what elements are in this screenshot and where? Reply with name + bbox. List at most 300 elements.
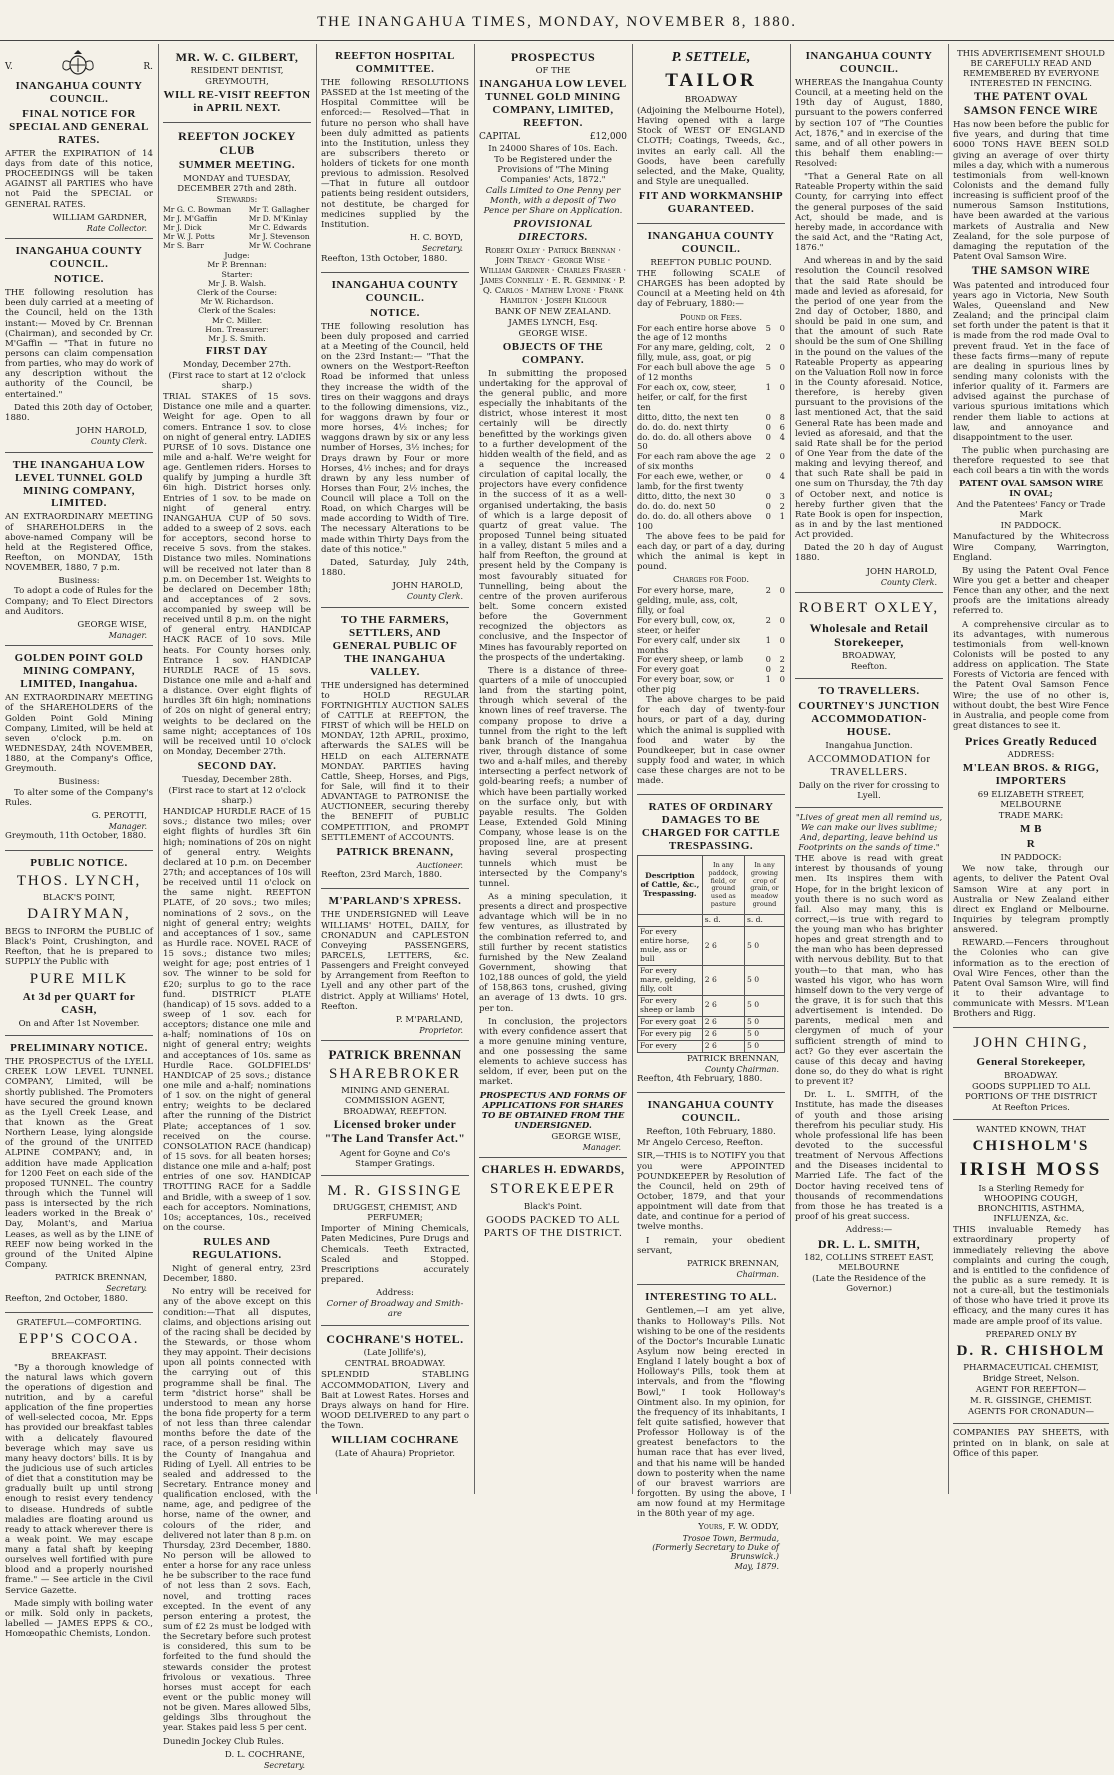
moss-address: Bridge Street, Nelson. xyxy=(982,1374,1080,1385)
moss-body: THIS invaluable Remedy has extraordinary property of immediately relieving the above complaints and curing the cough, and is entitled to the confidence of the public as a sure remedy. It is not a cure-all, but the testimonials of those who have tried it prove its efficacy, and the many cures it has made are ample proof of its value. xyxy=(953,1225,1109,1327)
chemist-body: Importer of Mining Chemicals, Paten Medicines, Pure Drugs and Chemicals. Teeth Extracted, Scaled and Stopped. Prescriptions accurately prepared. xyxy=(321,1224,469,1285)
notice-body: THE following resolution has been duly carried at a meeting of the Council, held on the 13th instant:— Moved by Cr. Brennan (Chairman), and seconded by Cr. M'Gaffin — "That in future no persons can claim compensation from parties, who may do work of any description without the authority of the Council, be entertained." xyxy=(5,288,153,400)
store-name: CHARLES H. EDWARDS, xyxy=(481,1164,625,1177)
damages-amount: 5 0 xyxy=(744,995,784,1016)
fee-amount: 0 xyxy=(765,421,771,432)
dentist-place: GREYMOUTH, xyxy=(205,77,269,88)
fee-amount: 2 xyxy=(779,500,785,511)
wire-body3: By using the Patent Oval Fence Wire you get a better and cheaper Fence than any other, and the next proofs are the imitations already referred to. xyxy=(953,565,1109,617)
damages-signer: PATRICK BRENNAN, xyxy=(686,1053,779,1064)
smith-poem: "Lives of great men all remind us, We can make our lives sublime; And, departing, leave behind us Footprints on the sands of time." xyxy=(795,813,943,854)
prospectus-of: OF THE xyxy=(535,66,571,77)
smith-note: (Late the Residence of the Governor.) xyxy=(812,1274,926,1295)
ching-name: JOHN CHING, xyxy=(973,1035,1089,1052)
notice-heading: INANGAHUA COUNTY COUNCIL. xyxy=(15,245,143,271)
steward-name: Mr J. Stevenson xyxy=(248,232,310,242)
closing-body: In conclusion, the projectors with every confidence assert that a more genuine mining venture, and one possessing the same elements to achieve success has seldom, if ever, been put on the market. xyxy=(479,1016,627,1088)
food-row xyxy=(637,636,785,656)
column-7 xyxy=(948,44,1114,1494)
company-heading: THE INANGAHUA LOW LEVEL TUNNEL GOLD MINING COMPANY, LIMITED. xyxy=(12,458,146,510)
dairyman-place: BLACK'S POINT, xyxy=(42,893,116,904)
damages-amount: 2 6 xyxy=(702,1016,744,1028)
prospectus-heading: PROSPECTUS xyxy=(510,50,596,64)
damages-amount: 5 0 xyxy=(744,927,784,966)
damages-heading: RATES OF ORDINARY DAMAGES TO BE CHARGED FOR CATTLE TRESPASSING. xyxy=(641,801,781,853)
storekeeper-ad xyxy=(479,1158,627,1246)
pay-sheets-body: COMPANIES PAY SHEETS, with printed on in blank, on sale at Office of this paper. xyxy=(953,1428,1109,1459)
chemist-address: Corner of Broadway and Smith-are xyxy=(326,1299,464,1320)
capital-shares: In 24000 Shares of 10s. Each. xyxy=(488,143,618,154)
chemist-address-label: Address: xyxy=(376,1288,414,1299)
meeting-signer: GEORGE WISE, xyxy=(77,619,147,630)
fee-description: For every horse, mare, gelding, mule, ass, colt, filly, or foal xyxy=(637,585,738,615)
fee-description: For each entire horse above the age of 12 months xyxy=(637,322,757,343)
moss-kicker: WANTED KNOWN, THAT xyxy=(976,1125,1086,1136)
capital-value: £12,000 xyxy=(589,132,627,143)
tailor-place: BROADWAY xyxy=(684,94,738,105)
tunnel-company-meeting xyxy=(5,453,153,647)
council-general-rate xyxy=(795,44,943,593)
fee-amount: 0 xyxy=(765,500,771,511)
rate-resolution: "That a General Rate on all Rateable Property within the said County, for carrying into effect the general purposes of the said Act, should be made, and is hereby made, in accordance with the said Act, and the "Rating Act, 1876." xyxy=(795,172,943,254)
wire-manufacturer: Manufactured by the Whitecross Wire Company, Warrington, England. xyxy=(953,532,1109,563)
wire-address: 69 ELIZABETH STREET, MELBOURNE xyxy=(977,790,1085,811)
fee-amount: 1 xyxy=(765,634,771,645)
jockey-signer: D. L. COCHRANE, xyxy=(224,1749,305,1760)
hospital-signer: H. C. BOYD, xyxy=(409,233,463,244)
crest-icon xyxy=(58,48,98,78)
official-line: Hon. Treasurer: xyxy=(205,324,269,334)
stewards-list xyxy=(163,206,311,251)
notice-signer: PATRICK BRENNAN, xyxy=(54,1273,147,1284)
fee-amount: 0 xyxy=(765,431,771,442)
damages-description: For every goat xyxy=(638,1016,703,1028)
pay-sheets-ad xyxy=(953,1424,1109,1466)
dentist-ad xyxy=(163,44,311,123)
golden-point-meeting xyxy=(5,646,153,850)
hospital-signer-title: Secretary. xyxy=(421,244,463,254)
objects-heading: OBJECTS OF THE COMPANY. xyxy=(502,340,604,366)
damages-description: For every entire horse, mule, ass or bull xyxy=(638,927,703,966)
tailor-guarantee: FIT AND WORKMANSHIP GUARANTEED. xyxy=(638,190,784,216)
fee-description: For each ram above the age of six months xyxy=(637,451,756,472)
express-body: THE UNDERSIGNED will Leave WILLIAMS' HOTEL, DAILY, for CRONADUN and CAPLESTON Conveying PASSENGERS, PARCELS, LETTERS, &c. Passengers and Freight conveyed by Arrangement from Reefton to Lyell and any other part of the district. Apply at Williams' Hotel, Reefton. xyxy=(321,910,469,1012)
steward-name: Mr J. M'Gaffin xyxy=(163,214,218,224)
dairyman-name: THOS. LYNCH, xyxy=(16,872,142,889)
damages-amount: 2 6 xyxy=(702,927,744,966)
wire-body2: Was patented and introduced four years ago in Victoria, New South Wales, Queensland and New Zealand; and the principal claim set forth under the patent is that it is made from the rod made Oval to prevent fraud. Yet in the face of these facts firms—many of repute are dealing in spurious lines by sending many colonists with the inferior quality of it. Farmers are advised against the purchase of various spurious imitations which render them liable to actions at law, and annoyance and disappointment to the user. xyxy=(953,280,1109,443)
fee-row xyxy=(637,343,785,363)
ad-footer: Made simply with boiling water or milk. Sold only in packets, labelled — JAMES EPPS & CO., Homœopathic Chemists, London. xyxy=(5,1598,153,1640)
testimonial-body: Gentlemen,—I am yet alive, thanks to Holloway's Pills. Not wishing to be one of the residents of the Doctor's Incurable Lunatic Asylum now being erected in England I lately bought a box of Holloway's Pills, took them at intervals, and from the "flowing Bowl," I took Holloway's Ointment also. In my opinion, for the frequency of its inhabitants, I felt quite satisfied, however that Professor Holloway is of the greatest benefactors to the human race that has ever lived, and that his name will be handed down to posterity when the name of our bravest warriors are forgotten. By using the above, I am now found at my Hermitage in the 80th year of my age. xyxy=(637,1306,785,1520)
tailor-ad xyxy=(637,44,785,224)
wire-body4: A comprehensive circular as to its advantages, with numerous testimonials from well-known Colonists will be posted to any address on application. The State Forests of Victoria are fenced with the Patent Oval Samson Fence Wire; the use of no other is, without doubt, the best Wire Fence in Australia, and people come from great distances to see it. xyxy=(953,619,1109,731)
hotel-signer-title: (Late of Ahaura) Proprietor. xyxy=(335,1449,455,1460)
food-row xyxy=(637,616,785,636)
notice-signer: WILLIAM GARDNER, xyxy=(52,212,147,223)
ad-sub: BREAKFAST. xyxy=(51,1351,107,1362)
fee-amount: 0 xyxy=(765,411,771,422)
official-line: Starter: xyxy=(221,269,253,279)
day2-note: (First race to start at 12 o'clock sharp.) xyxy=(168,786,306,807)
business-label: Business: xyxy=(58,576,100,587)
official-line: Mr C. Miller. xyxy=(211,315,263,325)
testimonial-date: May, 1879. xyxy=(734,1561,779,1571)
rules-body: No entry will be received for any of the above except on this condition:—That all disputes, claims, and objections arising out of the racing shall be decided by the Stewards, or those whom they may appoint. Their decisions upon all points connected with the carrying out of this programme shall be final. The term "district horse" shall be understood to mean any horse the bona fide property for a term of not less than three calendar months before the date of the race, of a person residing within the County of Inangahua and Riding of Lyell. All entries to be sealed and addressed to the Secretary. Entrance money and qualification enclosed, with the name, age, and pedigree of the horse, name of the owner, and colours of the rider, and delivered not later than 8 p.m. on Thursday, 23rd December, 1880. No person will be allowed to enter a horse for any race unless he be subscriber to the race fund of not less than 2 sovs. Each, novel, and trotting races excepted. In the event of any person entering a protest, the sum of £2 2s must be lodged with the Secretary before such protest is considered, this sum to be forfeited to the fund should the stewards consider the protest frivolous or vexatious. Three horses must accept for each event or the public money will not be given. Mares allowed 5lbs, geldings 3lbs throughout the year. Stakes paid less 5 per cent. xyxy=(163,1287,311,1734)
fee-amount: 0 xyxy=(765,654,771,665)
wire-brand: PATENT OVAL SAMSON WIRE IN OVAL; xyxy=(959,479,1103,500)
fee-amount: 2 xyxy=(779,654,785,665)
meeting-signer-title: Manager. xyxy=(108,631,147,640)
masthead-title: THE INANGAHUA TIMES, MONDAY, NOVEMBER 8, 1880. xyxy=(316,14,798,30)
damages-ad xyxy=(637,795,785,1093)
jockey-club-ad xyxy=(163,123,311,1775)
fee-description: For every goat xyxy=(637,664,699,675)
ching-body: GOODS SUPPLIED TO ALL PORTIONS OF THE DISTRICT xyxy=(964,1082,1098,1103)
day1-date: Monday, December 27th. xyxy=(182,360,292,371)
chemist-trade: DRUGGEST, CHEMIST, AND PERFUMER; xyxy=(332,1203,458,1224)
ad-kicker: GRATEFUL—COMFORTING. xyxy=(16,1317,142,1328)
store-goods: GOODS PACKED TO ALL PARTS OF THE DISTRICT. xyxy=(483,1213,623,1239)
council-tires-notice xyxy=(321,273,469,608)
damages-date: Reefton, 4th February, 1880. xyxy=(637,1074,763,1085)
damages-description: For every mare, gelding, filly, colt xyxy=(638,966,703,996)
rate-signer-title: County Clerk. xyxy=(880,577,937,587)
wire-importers: M'LEAN BROS. & RIGG, IMPORTERS xyxy=(962,762,1100,788)
crest-v: V. xyxy=(5,62,13,72)
ching-store-ad xyxy=(953,1028,1109,1120)
fee-description: For every calf, under six months xyxy=(637,634,741,655)
fee-description: ditto, ditto, the next ten xyxy=(637,411,739,422)
fee-amount: 0 xyxy=(765,471,771,482)
smith-name: DR. L. L. SMITH, xyxy=(817,1237,921,1252)
notice-heading: PUBLIC NOTICE. xyxy=(30,856,128,869)
moss-prepared: PREPARED ONLY BY xyxy=(985,1329,1077,1340)
store-place: Black's Point. xyxy=(523,1201,583,1212)
notice-signer-title: County Clerk. xyxy=(90,437,147,447)
rate-signer: JOHN HAROLD, xyxy=(866,566,937,577)
official-line: Clerk of the Scales: xyxy=(198,306,276,316)
fee-description: do. do. do. all others above 50 xyxy=(637,431,752,452)
official-line: Mr P. Brennan: xyxy=(207,260,267,270)
fee-description: For every bull, cow, ox, steer, or heifer xyxy=(637,614,736,635)
dentist-title: RESIDENT DENTIST, xyxy=(190,66,284,77)
notice-date: Dated, Saturday, July 24th, 1880. xyxy=(321,557,469,579)
pound-heading: INANGAHUA COUNTY COUNCIL. xyxy=(647,230,775,255)
business-text: To adopt a code of Rules for the Company; and To Elect Directors and Auditors. xyxy=(5,586,153,617)
smith-body: THE above is read with great interest by thousands of young men. Its inspires them with Hope, for in the bright lexicon of youth there is no such word as fail. Also may many, this is correct,—is true with regard to the young man who has brighter hopes and great strength and to the man who has been depressed with nervous debility. But to that youth—to that man, who has wasted his vigor, who has worn himself down to the very verge of the grave, it is for such that this advertisement is intended. Do parents, medical men and clergymen of much of your sufficient strength of mind to act? Go they ever ascertain the cause of this decay and having done so, do they do what is right to prevent it? xyxy=(795,854,943,1088)
broker-name: PATRICK BRENNAN xyxy=(328,1047,462,1063)
rate-body: WHEREAS the Inangahua County Council, at a meeting held on the 19th day of August, 1880, pursuant to the powers conferred by section 107 of "The Counties Act, 1876," and in exercise of the same, and of all other powers in this behalf them enabling:—Resolved: xyxy=(795,77,943,170)
fee-description: For each ox, cow, steer, heifer, or calf, for the first ten xyxy=(637,381,748,412)
pound-fees-table xyxy=(637,324,785,532)
fee-amount: 2 xyxy=(765,342,771,353)
tailor-body: (Adjoining the Melbourne Hotel), Having opened with a large Stock of WEST OF ENGLAND CLOTH; Coatings, Tweeds, &c., invites an early call. All the Goods, have been carefully selected, and the Make, Quality, and Style are unequalled. xyxy=(637,105,785,187)
wire-reward: REWARD.—Fencers throughout the Colonies who can give information as to the erection of Oval Wire Fences, other than the Patent Oval Samson Wire, will find it to their advantage to communicate with Messrs. M'Lean Brothers and Rigg. xyxy=(953,938,1109,1020)
dentist-name: MR. W. C. GILBERT, xyxy=(175,50,299,64)
moss-pharm: PHARMACEUTICAL CHEMIST, xyxy=(963,1363,1099,1374)
notice-signer-title: Rate Collector. xyxy=(86,223,147,233)
fee-amount: 0 xyxy=(779,614,785,625)
directors-list: Robert Oxley · Patrick Brennan · John Treacy · George Wise · William Gardner · Charles Fraser · James Connelly · E. R. Gemmink · P. Q. Carlos · Mathew Lyone · Frank Hamilton · Joseph Kilgour xyxy=(479,245,627,306)
jockey-sub: SUMMER MEETING. xyxy=(178,159,296,172)
fee-amount: 1 xyxy=(765,381,771,392)
pound-food-table xyxy=(637,586,785,695)
fee-amount: 4 xyxy=(779,471,785,482)
product-note: On and After 1st November. xyxy=(18,1019,140,1030)
appointment-signer-title: Chairman. xyxy=(736,1270,779,1279)
dairyman-trade: DAIRYMAN, xyxy=(27,906,131,923)
fee-amount: 3 xyxy=(779,490,785,501)
steward-name: Mr G. C. Bowman xyxy=(163,205,232,215)
damages-row xyxy=(638,966,785,996)
hotel-name: COCHRANE'S HOTEL. xyxy=(326,1332,464,1347)
appointment-heading: INANGAHUA COUNTY COUNCIL. xyxy=(647,1099,775,1125)
damages-description: For every pig xyxy=(638,1028,703,1040)
damages-col-b: In any growing crop of grain, or meadow ground xyxy=(744,856,784,915)
travellers-name: COURTNEY'S JUNCTION ACCOMMODATION-HOUSE. xyxy=(798,700,940,739)
capital-label: CAPITAL xyxy=(479,132,520,143)
notice-sub: NOTICE. xyxy=(370,306,420,319)
day1-heading: FIRST DAY xyxy=(205,345,269,358)
pound-charges-ad xyxy=(637,224,785,795)
prospectus-company: INANGAHUA LOW LEVEL TUNNEL GOLD MINING COMPANY, LIMITED, REEFTON. xyxy=(479,78,627,130)
broker-sub: MINING AND GENERAL COMMISSION AGENT, xyxy=(341,1086,449,1107)
fee-amount: 2 xyxy=(765,451,771,462)
damages-row xyxy=(638,1028,785,1040)
column-6 xyxy=(790,44,948,1494)
moss-product: IRISH MOSS xyxy=(959,1158,1103,1180)
jockey-dates: MONDAY and TUESDAY, DECEMBER 27th and 28th. xyxy=(177,174,297,195)
meeting-body: AN EXTRAORDINARY MEETING of SHAREHOLDERS in the above-named Company will be held at the Registered Office, Reefton, on MONDAY, 15th NOVEMBER, 1880, 7 p.m. xyxy=(5,512,153,574)
notice-subheading: NOTICE. xyxy=(54,273,104,286)
broker-place: BROADWAY, REEFTON. xyxy=(343,1107,447,1118)
fee-amount: 2 xyxy=(779,664,785,675)
damages-description: For every xyxy=(638,1040,703,1052)
wire-warning: We now take, through our agents, to deliver the Patent Oval Samson Wire at any port in Australia or New Zealand either direct ex England or Melbourne. Inquiries by telegram promptly answered. xyxy=(953,864,1109,936)
steward-name: Mr C. Edwards xyxy=(248,223,307,233)
damages-amount: 2 6 xyxy=(702,966,744,996)
damages-amount: 2 6 xyxy=(702,1028,744,1040)
official-line: Mr W. Richardson. xyxy=(200,297,274,307)
fee-row xyxy=(637,433,785,453)
food-row xyxy=(637,675,785,695)
broker-trade: SHAREBROKER xyxy=(328,1065,462,1082)
damages-signer-title: County Chairman. xyxy=(705,1064,779,1074)
fee-amount: 2 xyxy=(765,585,771,596)
sharebroker-ad xyxy=(321,1041,469,1175)
smith-address: 182, COLLINS STREET EAST, MELBOURNE xyxy=(804,1253,934,1274)
damages-amount: 5 0 xyxy=(744,1040,784,1052)
steward-name: Mr W. J. Potts xyxy=(163,232,215,242)
chemist-ad xyxy=(321,1176,469,1327)
appointment-signer: PATRICK BRENNAN, xyxy=(686,1258,779,1269)
damages-row xyxy=(638,1040,785,1052)
fee-amount: 5 xyxy=(765,322,771,333)
fee-amount: 2 xyxy=(765,614,771,625)
jockey-heading: REEFTON JOCKEY CLUB xyxy=(178,129,296,158)
day2-races: HANDICAP HURDLE RACE of 15 sovs.; distance two miles; over eight flights of hurdles 3ft 6in high; nominations of 20s on night of general entry. Weights declared at 10 p.m. on December 27th; and acceptances of 10s will be received until 11 o'clock on the same night. REEFTON PLATE, of 20 sovs.; two miles; nominations of 2 sovs., on the night of general entry; weights and acceptances of 1 sov., same as Hurdle race. NOVEL RACE of 15 sovs.; distance two miles; weight for age; post entries of 1 sov. The winner to be sold for £20; surplus to go to the race fund. DISTRICT PLATE (handicap) of 15 sovs. added to a sweep of 1 sov. each for acceptors; distance one mile and a-half; nominations of 10s on night of general entry; weights and acceptances of 10s. same as Hurdle Race. GOLDFIELDS' HANDICAP of 25 sovs.; distance one mile and a-half; nominations of 1 sov. on the night of general entry; weights to be declared after the running of the District Plate; acceptances of 1 sov. received on the course. CONSOLATION RACE (handicap) of 15 sovs. for all beaten horses; distance one mile and a-half; post entries of one sov. HANDICAP TROTTING RACE for a Saddle and Bridle, with a sweep of 1 sov. each for acceptors. Nominations, 10s; acceptances, 10s., received on the course. xyxy=(163,807,311,1233)
notice-body: THE PROSPECTUS of the LYELL CREEK LOW LEVEL TUNNEL COMPANY, Limited, will be shortly published. The Promoters have secured the ground known as the Lyell Creek Lease, and that known as the Great Northern Lease, lying alongside of the ground of the UNITED ALPINE COMPANY; and, in addition have made Application for 1200 Feet on each side of the proposed TUNNEL. The country through which the Tunnel will pass is intersected by the rich leaders worked in the Break o' Day, Molant's, and Mariua Leases, as well as by the LINE of REEF now being worked in the ground of the United Alpine Company. xyxy=(5,1057,153,1270)
trademark-paddock: IN PADDOCK: xyxy=(1000,853,1062,864)
notice-signer: JOHN HAROLD, xyxy=(76,426,147,436)
notice-signer-title: Secretary. xyxy=(105,1284,147,1294)
damages-amount: 2 6 xyxy=(702,995,744,1016)
official-line: Clerk of the Course: xyxy=(197,287,277,297)
notice-date: Reefton, 2nd October, 1880. xyxy=(5,1293,128,1304)
food-heading: Charges for Food. xyxy=(672,575,750,586)
appointment-body: SIR,—THIS is to NOTIFY you that you were APPOINTED POUNDKEEPER by Resolution of the Council, held on 29th of October, 1879, and that your appointment will date from that date, and continue for a period of twelve months. xyxy=(637,1151,785,1233)
wire-prices: Prices Greatly Reduced xyxy=(964,734,1098,749)
smith-body2: Dr. L. L. SMITH, of the Institute, has made the diseases of youth and those arising therefrom his peculiar study. His whole professional life has been devoted to the successful treatment of Nervous Affections and the Diseases incidental to Married Life. The fact of the Doctor having received tens of thousands of recommendations from those he has treated is a proof of his great success. xyxy=(795,1090,943,1222)
forms-note: PROSPECTUS AND FORMS OF APPLICATIONS FOR SHARES TO BE OBTAINED FROM THE UNDERSIGNED. xyxy=(479,1090,627,1131)
day1-races: TRIAL STAKES of 15 sovs. Distance one mile and a quarter. Weight for age. Open to all comers. Entrance 1 sov. to close on night of general entry. LADIES PURSE of 10 sovs. Distance one mile and a-half. We're weight for age. Gentlemen riders. Horses to qualify by jumping a hurdle 3ft 6in high. District horses only. Entries of 1 sov. to be made on night of general entry. INANGAHUA CUP of 50 sovs. added to a sweep of 2 sovs. each for acceptors, second horse to receive 5 sovs. from the stakes. Distance two miles. Nominations will be received not later than 8 p.m. on December 1st. Weights to be declared on December 18th; and acceptances of 2 sovs. accompanied by sweep will be received until 8 p.m. on the night of general entry. HANDICAP HACK RACE of 10 sovs. Mile heats. For County horses only. Entrance 1 sov. HANDICAP HURDLE RACE of 15 sovs. Distance one mile and a-half and a distance. Over eight flights of hurdles 3ft 6in high; nominations of 20s on night of general entry; weights to be declared on the same night; acceptances of 10s will be received until 10 o'clock on Monday, December 27th. xyxy=(163,392,311,758)
jockey-signer-title: Secretary. xyxy=(263,1760,305,1770)
notice-signer: JOHN HAROLD, xyxy=(392,581,463,592)
wire-note: The public when purchasing are therefore requested to see that each coil bears a tin with the words xyxy=(953,445,1109,477)
fee-description: do. do. do. all others above 100 xyxy=(637,510,752,531)
capital-row xyxy=(479,132,627,143)
trademark-mb: M B xyxy=(1020,823,1042,836)
day2-heading: SECOND DAY. xyxy=(197,760,277,773)
fee-row xyxy=(637,324,785,344)
wire-brand3: IN PADDOCK. xyxy=(1000,521,1062,532)
pound-sub: REEFTON PUBLIC POUND. xyxy=(650,257,772,268)
fee-amount: 0 xyxy=(779,634,785,645)
fee-row xyxy=(637,452,785,472)
testimonial-signer: Yours, F. W. ODDY, xyxy=(698,1522,779,1533)
steward-name: Mr J. Dick xyxy=(163,223,202,233)
fee-amount: 0 xyxy=(779,322,785,333)
rate-heading: INANGAHUA COUNTY COUNCIL. xyxy=(805,50,933,75)
fee-description: For any mare, gelding, colt, filly, mule, ass, goat, or pig xyxy=(637,342,755,363)
fee-row xyxy=(637,423,785,433)
express-heading: M'PARLAND'S XPRESS. xyxy=(328,895,462,908)
epps-cocoa-ad xyxy=(5,1313,153,1648)
prospectus-signer-title: Manager. xyxy=(582,1142,621,1152)
fee-description: For every boar, sow, or other pig xyxy=(637,674,734,695)
hotel-sub: (Late Jollife's), xyxy=(363,1348,427,1359)
travellers-note: Daily on the river for crossing to Lyell. xyxy=(798,780,940,801)
moss-sub: Is a Sterling Remedy for WHOOPING COUGH, BRONCHITIS, ASTHMA, INFLUENZA, &c. xyxy=(977,1184,1085,1225)
fee-row xyxy=(637,512,785,532)
fees-heading: Pound or Fees. xyxy=(679,312,743,323)
meeting-signer: G. PEROTTI, xyxy=(91,810,147,821)
dairyman-body: BEGS to INFORM the PUBLIC of Black's Point, Crushington, and Reefton, that he is prepared to SUPPLY the Public with xyxy=(5,926,153,968)
fee-amount: 0 xyxy=(779,342,785,353)
notice-heading: INANGAHUA COUNTY COUNCIL. xyxy=(331,278,459,304)
meeting-date: Greymouth, 11th October, 1880. xyxy=(5,831,147,842)
broker-agent: Agent for Goyne and Co's Stamper Gratings. xyxy=(339,1148,451,1169)
wire-brand2: And the Patentees' Fancy or Trade Mark xyxy=(956,500,1106,521)
directors-heading: PROVISIONAL DIRECTORS. xyxy=(513,217,593,243)
solicitor: JAMES LYNCH, Esq. xyxy=(508,317,598,328)
fee-amount: 0 xyxy=(765,510,771,521)
testimonial-heading: INTERESTING TO ALL. xyxy=(645,1291,777,1304)
business-text: To alter some of the Company's Rules. xyxy=(5,787,153,808)
auction-body: THE undersigned has determined to HOLD REGULAR FORTNIGHTLY AUCTION SALES of CATTLE at REEFTON, the FIRST of which will be HELD on MONDAY, 12th APRIL, proximo, afterwards the SALES will be HELD on each ALTERNATE MONDAY. PARTIES having Cattle, Sheep, Horses, and Pigs, for Sale, will find it to their ADVANTAGE to PATRONISE the AUCTIONEER, securing thereby the BENEFIT of PUBLIC COMPETITION, and PROMPT SETTLEMENT of ACCOUNTS. xyxy=(321,680,469,843)
trademark-label: TRADE MARK: xyxy=(998,811,1064,822)
business-label: Business: xyxy=(58,777,100,788)
preliminary-notice xyxy=(5,1036,153,1313)
food-note: The above charges to be paid for each day of twenty-four hours, or part of a day, during which the animal is supplied with food and water by the Poundkeeper, but in case owner supply food and water, in which case these charges are not to be made. xyxy=(637,695,785,787)
fee-amount: 0 xyxy=(779,585,785,596)
express-signer-title: Proprietor. xyxy=(419,1025,463,1035)
trademark-r: R xyxy=(1026,838,1036,851)
bankers: BANK OF NEW ZEALAND. xyxy=(494,306,612,317)
rate-body2: And whereas in and by the said resolution the Council resolved that the said Rate should be made and levied as aforesaid, for the period of one year from the 2nd day of October, 1880, and should be paid in one sum, and that the amount of such Rate should be the sum of One Shilling in the pound on the values of the Rateable Property as appearing on the Valuation Roll now in force in the County aforesaid. Notice, therefore, is hereby given pursuant to the provisions of the last mentioned Act, that the said General Rate has been made and levied as aforesaid, and that the said Rate shall be for the period of One Year from the date of the making and levying thereof, and that such Rate shall be paid in one sum on Thursday, the 7th day of October next, and notice is hereby further given that the Rate Book is open for inspection, as in and by the last mentioned Act provided. xyxy=(795,256,943,541)
hotel-ad xyxy=(321,1326,469,1465)
column-3 xyxy=(316,44,474,1494)
wire-kicker: THIS ADVERTISEMENT SHOULD BE CAREFULLY READ AND REMEMBERED BY EVERYONE INTERESTED IN FENCING. xyxy=(957,49,1105,90)
hospital-date: Reefton, 13th October, 1880. xyxy=(321,253,448,264)
damages-col-desc: Description of Cattle, &c., Trespassing. xyxy=(638,856,703,915)
notice-body: AFTER the EXPIRATION of 14 days from date of this notice, PROCEEDINGS will be taken AGAINST all PARTIES who have not Paid the SPECIAL or GENERAL RATES. xyxy=(5,148,153,210)
crest-r: R. xyxy=(143,62,153,72)
stewards-left xyxy=(163,206,231,251)
damages-amount: 5 0 xyxy=(744,1016,784,1028)
objects-body: In submitting the proposed undertaking for the approval of the general public, and more especially the inhabitants of the district, whose interest it most certainly will be directly benefitted by the workings given to a further development of the hidden wealth of the field, and as a sequence the increased circulation of capital locally, the projectors have every confidence in the success of it as a well-organised undertaking, the basis of which is a large deposit of quartz of great value. The proposed Tunnel being situated in a valley, distant 5 miles and a half from Reefton, the ground at present held by the Company is most favourably situated for Tunnelling, being about the centre of the proven auriferous belt. Some concern existed before the Government recognized the objectors as conclusive, and the Inspector of Mines has favourably reported on the prospects of the undertaking. xyxy=(479,368,627,663)
column-4 xyxy=(474,44,632,1494)
tunnel-body: There is a distance of three-quarters of a mile of unoccupied land from the starting point, through which several of the known lines of reef traverse. The company propose to drive a tunnel from the right to the left bank branch of the Inangahua river, through distance of some two and a-half miles, and thereby intersecting a perfect network of gold-bearing reefs; a number of which have been partially worked on the surface only, but with payable results. The Golden Lease, Extended Gold Mining Company, whose lease is on the proposed line, are at present having several prospecting tunnels which must be intersected by the Company's tunnel. xyxy=(479,665,627,889)
fee-amount: 1 xyxy=(779,510,785,521)
oxley-town: Reefton. xyxy=(850,662,888,673)
ad-heading: EPP'S COCOA. xyxy=(18,1330,140,1347)
wire-heading2: THE SAMSON WIRE xyxy=(971,265,1091,278)
column-2 xyxy=(158,44,316,1770)
fee-description: do. do. do. next 50 xyxy=(637,500,716,511)
food-row xyxy=(637,586,785,616)
wire-heading: THE PATENT OVAL SAMSON FENCE WIRE xyxy=(963,91,1099,117)
hospital-heading: REEFTON HOSPITAL COMMITTEE. xyxy=(335,50,455,75)
store-trade: STOREKEEPER xyxy=(490,1180,616,1197)
express-signer: P. M'PARLAND, xyxy=(395,1014,463,1025)
meeting-body: AN EXTRAORDINARY MEETING of the SHAREHOLDERS of the Golden Point Gold Mining Company, Limited, will be held at seven o'clock p.m. on WEDNESDAY, 24th NOVEMBER, 1880, at the Company's Office, Greymouth. xyxy=(5,693,153,775)
moss-agent-name: M. R. GISSINGE, CHEMIST. xyxy=(970,1396,1092,1407)
officials-list xyxy=(163,251,311,343)
auction-signer: PATRICK BRENANN, xyxy=(336,845,454,858)
damages-amount: 5 0 xyxy=(744,966,784,996)
stewards-label: Stewards: xyxy=(216,195,258,206)
moss-agent2-label: AGENTS FOR CRONADUN— xyxy=(967,1407,1095,1418)
moss-chemist: D. R. CHISHOLM xyxy=(956,1342,1106,1359)
pound-body: THE following SCALE of CHARGES has been adopted by Council at a Meeting held on 4th day of February, 1880:— xyxy=(637,268,785,310)
product-price: At 3d per QUART for CASH, xyxy=(22,991,136,1017)
council-compensation-notice xyxy=(5,239,153,452)
day1-note: (First race to start at 12 o'clock sharp.) xyxy=(168,371,306,392)
fee-description: For every sheep, or lamb xyxy=(637,654,744,665)
fee-amount: 8 xyxy=(779,411,785,422)
damages-row xyxy=(638,927,785,966)
steward-name: Mr T. Gallagher xyxy=(248,205,310,215)
damages-amount: 2 6 xyxy=(702,1040,744,1052)
moss-name: CHISHOLM'S xyxy=(972,1138,1090,1155)
product-name: PURE MILK xyxy=(29,970,129,987)
prospectus-ad xyxy=(479,44,627,1158)
rules-date: Night of general entry, 23rd December, 1880. xyxy=(163,1264,311,1285)
meeting-signer-title: Manager. xyxy=(108,822,147,832)
calls-note: Calls Limited to One Penny per Month, with a deposit of Two Pence per Share on Application. xyxy=(483,185,623,216)
prospectus-signer: GEORGE WISE, xyxy=(551,1131,621,1142)
appointment-closing: I remain, your obedient servant, xyxy=(637,1235,785,1256)
travellers-sub: ACCOMMODATION for TRAVELLERS. xyxy=(807,753,931,779)
damages-description: For every sheep or lamb xyxy=(638,995,703,1016)
ching-trade: General Storekeeper, xyxy=(976,1056,1086,1069)
notice-subheading: FINAL NOTICE FOR SPECIAL AND GENERAL RATES. xyxy=(9,107,149,146)
royal-crest xyxy=(5,48,153,78)
fees-note: The above fees to be paid for each day, or part of a day, during which the animal is kept in pound. xyxy=(637,531,785,572)
company-heading: GOLDEN POINT GOLD MINING COMPANY, LIMITED, Inangahua. xyxy=(14,652,144,691)
